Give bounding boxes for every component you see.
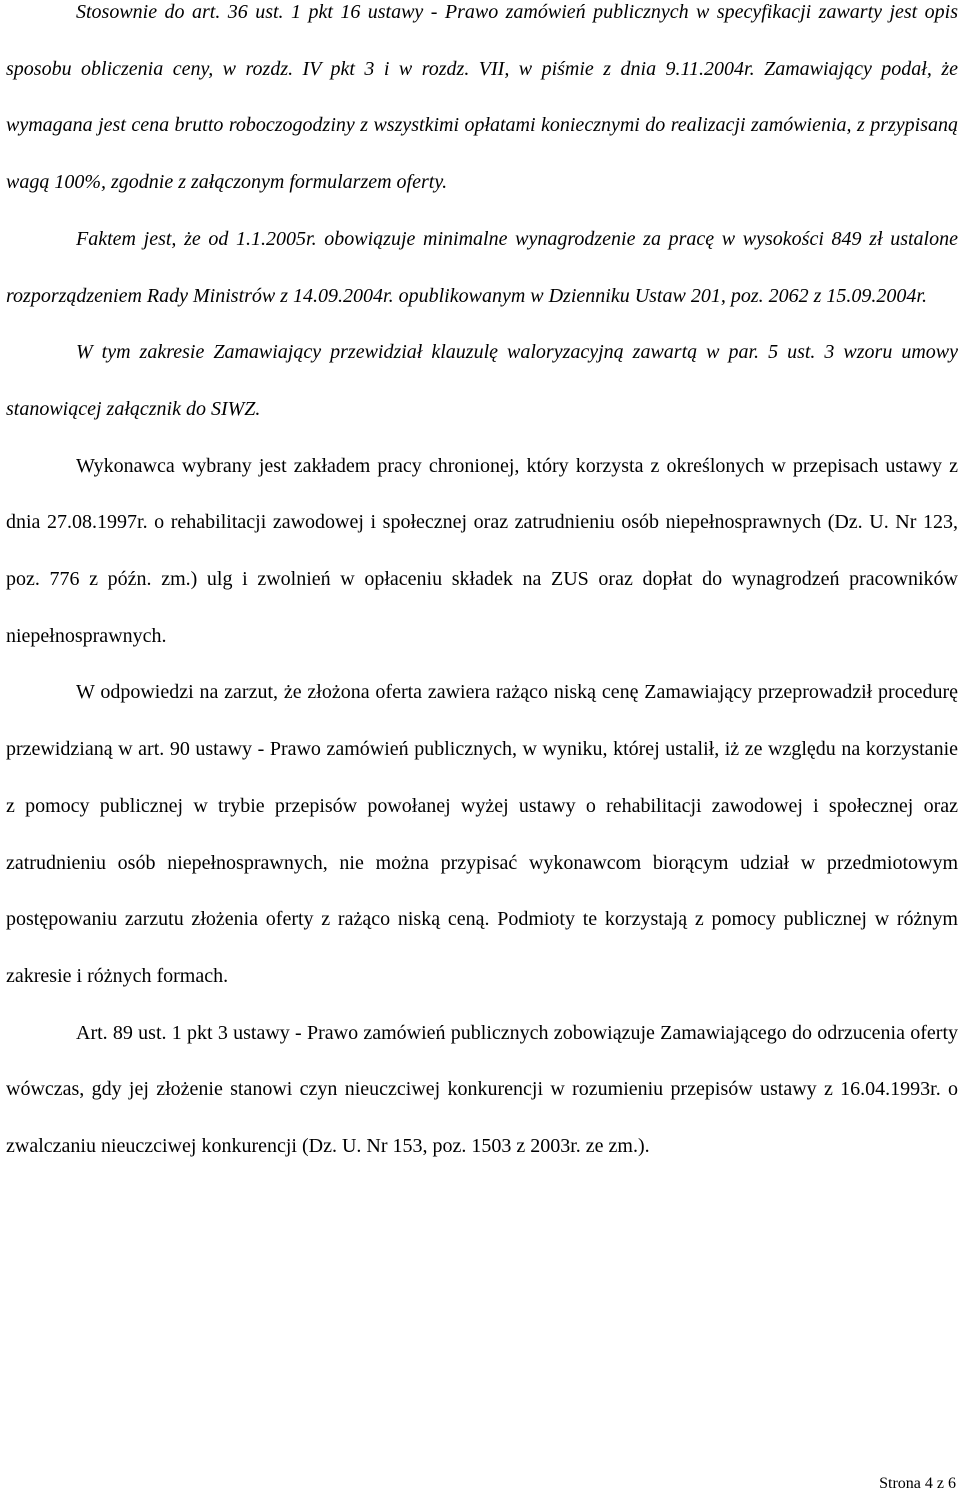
paragraph-low-price-response: W odpowiedzi na zarzut, że złożona oferta zawiera rażąco niską cenę Zamawiający przeprowadził procedurę przewidzianą w art. 90 ustawy - Prawo zamówień publicznych, w wyniku, której ustalił, iż ze względu na korzystanie z pomocy publicznej w trybie przepisów powołanej wyżej ustawy o rehabilitacji zawodowej i społecznej oraz zatrudnieniu osób niepełnosprawnych, nie można przypisać wykonawcom biorącym udział w przedmiotowym postępowaniu zarzutu złożenia oferty z rażąco niską ceną. Podmioty te korzystają z pomocy publicznej w różnym zakresie i różnych formach. [6, 681, 958, 987]
paragraph-article-89: Art. 89 ust. 1 pkt 3 ustawy - Prawo zamówień publicznych zobowiązuje Zamawiającego do odrzucenia oferty wówczas, gdy jej złożenie stanowi czyn nieuczciwej konkurencji w rozumieniu przepisów ustawy z 16.04.1993r. o zwalczaniu nieuczciwej konkurencji (Dz. U. Nr 153, poz. 1503 z 2003r. ze zm.). [6, 1021, 958, 1158]
paragraph-minimum-wage: Faktem jest, że od 1.1.2005r. obowiązuje minimalne wynagrodzenie za pracę w wysokości 849 zł ustalone rozporządzeniem Rady Ministrów z 14.09.2004r. opublikowanym w Dzienniku Ustaw 201, poz. 2062 z 15.09.2004r. [6, 227, 958, 307]
paragraph-sheltered-employer: Wykonawca wybrany jest zakładem pracy chronionej, który korzysta z określonych w przepisach ustawy z dnia 27.08.1997r. o rehabilitacji zawodowej i społecznej oraz zatrudnieniu osób niepełnosprawnych (Dz. U. Nr 123, poz. 776 z późn. zm.) ulg i zwolnień w opłaceniu składek na ZUS oraz dopłat do wynagrodzeń pracowników niepełnosprawnych. [6, 454, 958, 647]
paragraph-price-calculation: Stosownie do art. 36 ust. 1 pkt 16 ustawy - Prawo zamówień publicznych w specyfikacji zawarty jest opis sposobu obliczenia ceny, w rozdz. IV pkt 3 i w rozdz. VII, w piśmie z dnia 9.11.2004r. Zamawiający podał, że wymagana jest cena brutto roboczogodziny z wszystkimi opłatami koniecznymi do realizacji zamówienia, z przypisaną wagą 100%, zgodnie z załączonym formularzem oferty. [6, 1, 958, 194]
page-number: Strona 4 z 6 [879, 1475, 956, 1492]
paragraph-indexation-clause: W tym zakresie Zamawiający przewidział klauzulę waloryzacyjną zawartą w par. 5 ust. 3 wzoru umowy stanowiącej załącznik do SIWZ. [6, 341, 958, 420]
document-body [6, 0, 958, 1175]
